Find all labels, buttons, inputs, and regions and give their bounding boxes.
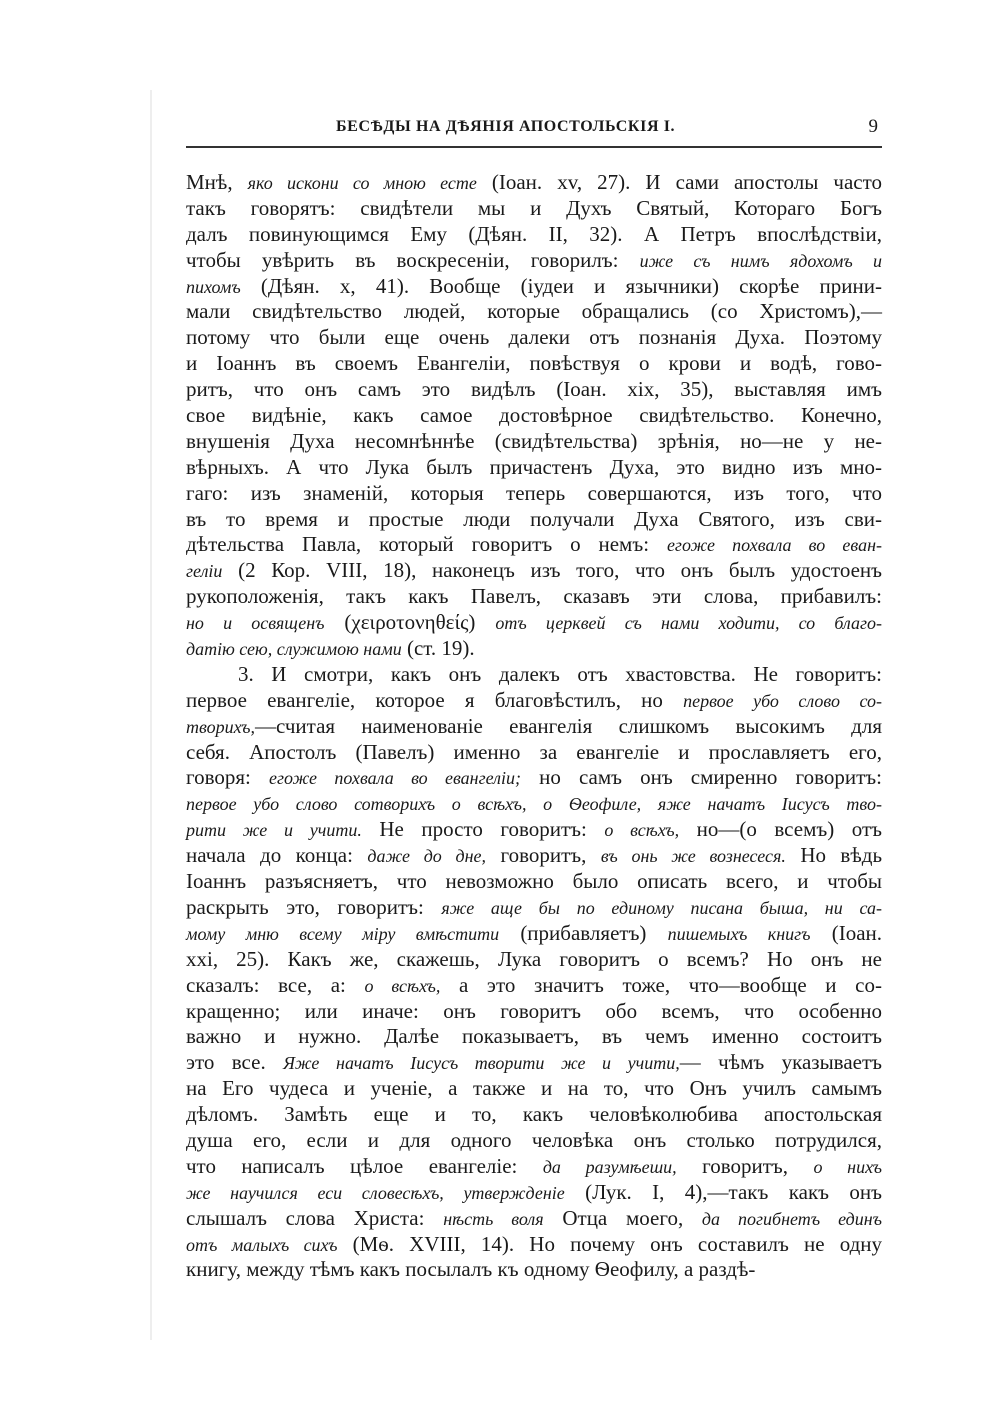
italic-quote: иже съ нимъ ядохомъ и: [639, 250, 882, 271]
text-line: [186, 1257, 882, 1283]
text-line: [186, 299, 882, 325]
text-line: [186, 791, 882, 817]
text-line: [186, 610, 882, 636]
italic-quote: яко искони со мною есте: [247, 173, 477, 193]
text-line: [186, 1050, 882, 1076]
italic-quote: егоже похвала во евангеліи;: [268, 768, 522, 789]
text-segment: (χειροτονηθείς): [324, 610, 496, 635]
text-segment: такъ говорятъ: свидѣтели мы и Духъ Святый, Котораго Богъ: [186, 195, 882, 220]
text-segment: Мнѣ,: [186, 170, 248, 194]
text-line: [186, 351, 882, 377]
text-segment: (Дѣян. x, 41). Вообще (іудеи и язычники) скорѣе прини-: [240, 273, 882, 298]
text-segment: внушенія Духа несомнѣннѣе (свидѣтельства) зрѣнія, но—не у не-: [186, 428, 882, 453]
text-segment: себя. Апостолъ (Павелъ) именно за евангеліе и прославляетъ его,: [186, 739, 882, 764]
text-line: [186, 636, 882, 662]
italic-quote: пихомъ: [186, 276, 241, 297]
running-title: БЕСѢДЫ НА ДѢЯНІЯ АПОСТОЛЬСКІЯ I.: [336, 118, 676, 135]
text-line: [186, 507, 882, 533]
text-line: [186, 895, 882, 921]
text-line: [186, 196, 882, 222]
text-segment: дѣломъ. Замѣть еще и то, какъ человѣколюбива апостольская: [186, 1102, 882, 1127]
text-line: [186, 1154, 882, 1180]
text-line: [186, 170, 882, 196]
text-line: [186, 1076, 882, 1102]
text-segment: это все.: [186, 1050, 284, 1075]
italic-quote: даже до дне,: [367, 846, 487, 867]
text-line: [186, 869, 882, 895]
text-line: [186, 455, 882, 481]
text-segment: говоритъ,: [676, 1153, 814, 1178]
text-line: [186, 481, 882, 507]
text-segment: говоря:: [186, 765, 269, 790]
text-line: [186, 765, 882, 791]
italic-quote: первое убо слово со-: [683, 690, 882, 711]
text-segment: раскрыть это, говоритъ:: [186, 894, 442, 919]
text-segment: 3. И смотри, какъ онъ далекъ отъ хвастовства. Не говоритъ:: [238, 661, 882, 686]
text-segment: (Мѳ. XVIII, 14). Но почему онъ составилъ не одну: [337, 1231, 883, 1256]
text-line: [186, 817, 882, 843]
text-segment: начала до конца:: [186, 843, 368, 868]
text-line: [186, 222, 882, 248]
text-line: [186, 662, 882, 688]
text-line: [186, 325, 882, 351]
text-line: [186, 843, 882, 869]
text-line: [186, 403, 882, 429]
text-segment: (прибавляетъ): [499, 920, 668, 945]
text-line: [186, 947, 882, 973]
text-segment: — чѣмъ указываетъ: [679, 1050, 882, 1075]
italic-quote: яже аще бы по единому писана быша, ни са-: [441, 897, 883, 918]
text-segment: на Его чудеса и ученіе, а также и на то, что Онъ училъ самымъ: [186, 1076, 882, 1101]
italic-quote: датію сею, служимою нами: [186, 639, 402, 660]
text-segment: что написалъ цѣлое евангеліе:: [186, 1153, 543, 1178]
text-line: [186, 1102, 882, 1128]
text-segment: Не просто говоритъ:: [361, 817, 605, 842]
text-segment: но—(о всемъ) отъ: [679, 817, 882, 842]
text-line: [186, 973, 882, 999]
text-line: [186, 1206, 882, 1232]
italic-quote: егоже похвала во еван-: [666, 535, 882, 556]
text-segment: но самъ онъ смиренно говоритъ:: [521, 765, 882, 790]
text-line: [186, 921, 882, 947]
italic-quote: но и освященъ: [186, 613, 325, 634]
text-line: [186, 584, 882, 610]
text-segment: слышалъ слова Христа:: [186, 1205, 444, 1230]
text-segment: Іоаннъ разъясняетъ, что невозможно было описать всего, и чтобы: [186, 869, 882, 894]
text-line: [186, 740, 882, 766]
italic-quote: о всѣхъ,: [364, 975, 441, 996]
page-number: 9: [868, 116, 878, 137]
text-segment: и Іоаннъ въ своемъ Евангеліи, повѣствуя о крови и водѣ, гово-: [186, 351, 882, 376]
italic-quote: мому мню всему міру вмѣстити: [186, 923, 500, 944]
text-segment: первое евангеліе, которое я благовѣстилъ, но: [186, 687, 684, 712]
text-line: [186, 532, 882, 558]
text-segment: мали свидѣтельство людей, которые обращались (со Христомъ),—: [186, 299, 882, 324]
text-segment: потому что были еще очень далеки отъ познанія Духа. Поэтому: [186, 325, 882, 350]
italic-quote: да погибнетъ единъ: [701, 1208, 882, 1229]
text-segment: свое видѣніе, какъ самое достовѣрное свидѣтельство. Конечно,: [186, 403, 882, 428]
text-line: [186, 1024, 882, 1050]
text-line: [186, 429, 882, 455]
text-segment: важно и нужно. Далѣе показываетъ, въ чемъ именно состоитъ: [186, 1024, 882, 1049]
italic-quote: рити же и учити.: [186, 820, 362, 841]
text-line: [186, 248, 882, 274]
text-segment: Отца моего,: [543, 1205, 702, 1230]
text-segment: xxi, 25). Какъ же, скажешь, Лука говоритъ о всемъ? Но онъ не: [186, 946, 882, 971]
italic-quote: отъ церквей съ нами ходити, со благо-: [495, 613, 883, 634]
page-edge: [150, 90, 152, 1340]
text-line: [186, 558, 882, 584]
text-segment: —считая наименованіе евангелія слишкомъ высокимъ для: [254, 713, 882, 738]
text-line: [186, 1180, 882, 1206]
text-segment: чтобы увѣрить въ воскресеніи, говорилъ:: [186, 247, 640, 272]
italic-quote: первое убо слово сотворихъ о всѣхъ, о Ѳеофиле, яже начатъ Іисусъ тво-: [186, 794, 882, 815]
text-line: [186, 999, 882, 1025]
text-segment: (2 Кор. VIII, 18), наконецъ изъ того, что онъ былъ удостоенъ: [222, 558, 882, 583]
italic-quote: же научился еси словесѣхъ, утвержденіе: [186, 1182, 565, 1203]
text-segment: говоритъ,: [486, 843, 601, 868]
text-segment: гаго: изъ знаменій, которыя теперь совершаются, изъ того, что: [186, 480, 882, 505]
italic-quote: пишемыхъ книгъ: [667, 923, 811, 944]
italic-quote: о нихъ: [813, 1156, 882, 1177]
italic-quote: о всѣхъ,: [604, 820, 680, 841]
text-segment: рукоположенія, такъ какъ Павелъ, сказавъ эти слова, прибавилъ:: [186, 584, 882, 609]
text-segment: (Лук. I, 4),—такъ какъ онъ: [564, 1179, 882, 1204]
text-segment: далъ повинующимся Ему (Дѣян. II, 32). А Петръ впослѣдствіи,: [186, 221, 882, 246]
text-segment: сказалъ: все, а:: [186, 972, 365, 997]
body-text: [186, 170, 882, 1283]
text-segment: (Іоан.: [810, 920, 883, 945]
italic-quote: отъ малыхъ сихъ: [186, 1234, 338, 1255]
italic-quote: Яже начатъ Іисусъ творити же и учити,: [283, 1053, 680, 1074]
italic-quote: геліи: [186, 561, 223, 582]
text-line: [186, 688, 882, 714]
text-line: [186, 1128, 882, 1154]
text-segment: кращенно; или иначе: онъ говоритъ обо всемъ, что особенно: [186, 998, 882, 1023]
text-segment: душа его, если и для одного человѣка онъ столько потрудился,: [186, 1127, 882, 1152]
italic-quote: творихъ,: [186, 716, 255, 737]
text-line: [186, 714, 882, 740]
text-segment: вѣрныхъ. А что Лука былъ причастенъ Духа, это видно изъ мно-: [186, 454, 882, 479]
text-segment: въ то время и простые люди получали Духа Святого, изъ сви-: [186, 506, 882, 531]
text-segment: книгу, между тѣмъ какъ посылалъ къ одному Ѳеофилу, а раздѣ-: [186, 1257, 756, 1282]
page-header: [186, 116, 882, 148]
italic-quote: нѣсть воля: [443, 1208, 544, 1229]
text-segment: (Іоан. xv, 27). И сами апостолы часто: [476, 170, 882, 194]
text-segment: а это значитъ тоже, что—вообще и со-: [440, 972, 882, 997]
text-segment: (ст. 19).: [401, 636, 475, 661]
text-segment: Но вѣдь: [785, 843, 883, 868]
text-segment: ритъ, что онъ самъ это видѣлъ (Іоан. xix, 35), выставляя имъ: [186, 377, 882, 402]
italic-quote: да разумѣеши,: [542, 1156, 677, 1177]
text-line: [186, 1232, 882, 1258]
text-segment: дѣтельства Павла, который говоритъ о немъ:: [186, 532, 667, 557]
text-line: [186, 377, 882, 403]
italic-quote: въ онь же вознесеся.: [600, 846, 786, 867]
text-line: [186, 274, 882, 300]
